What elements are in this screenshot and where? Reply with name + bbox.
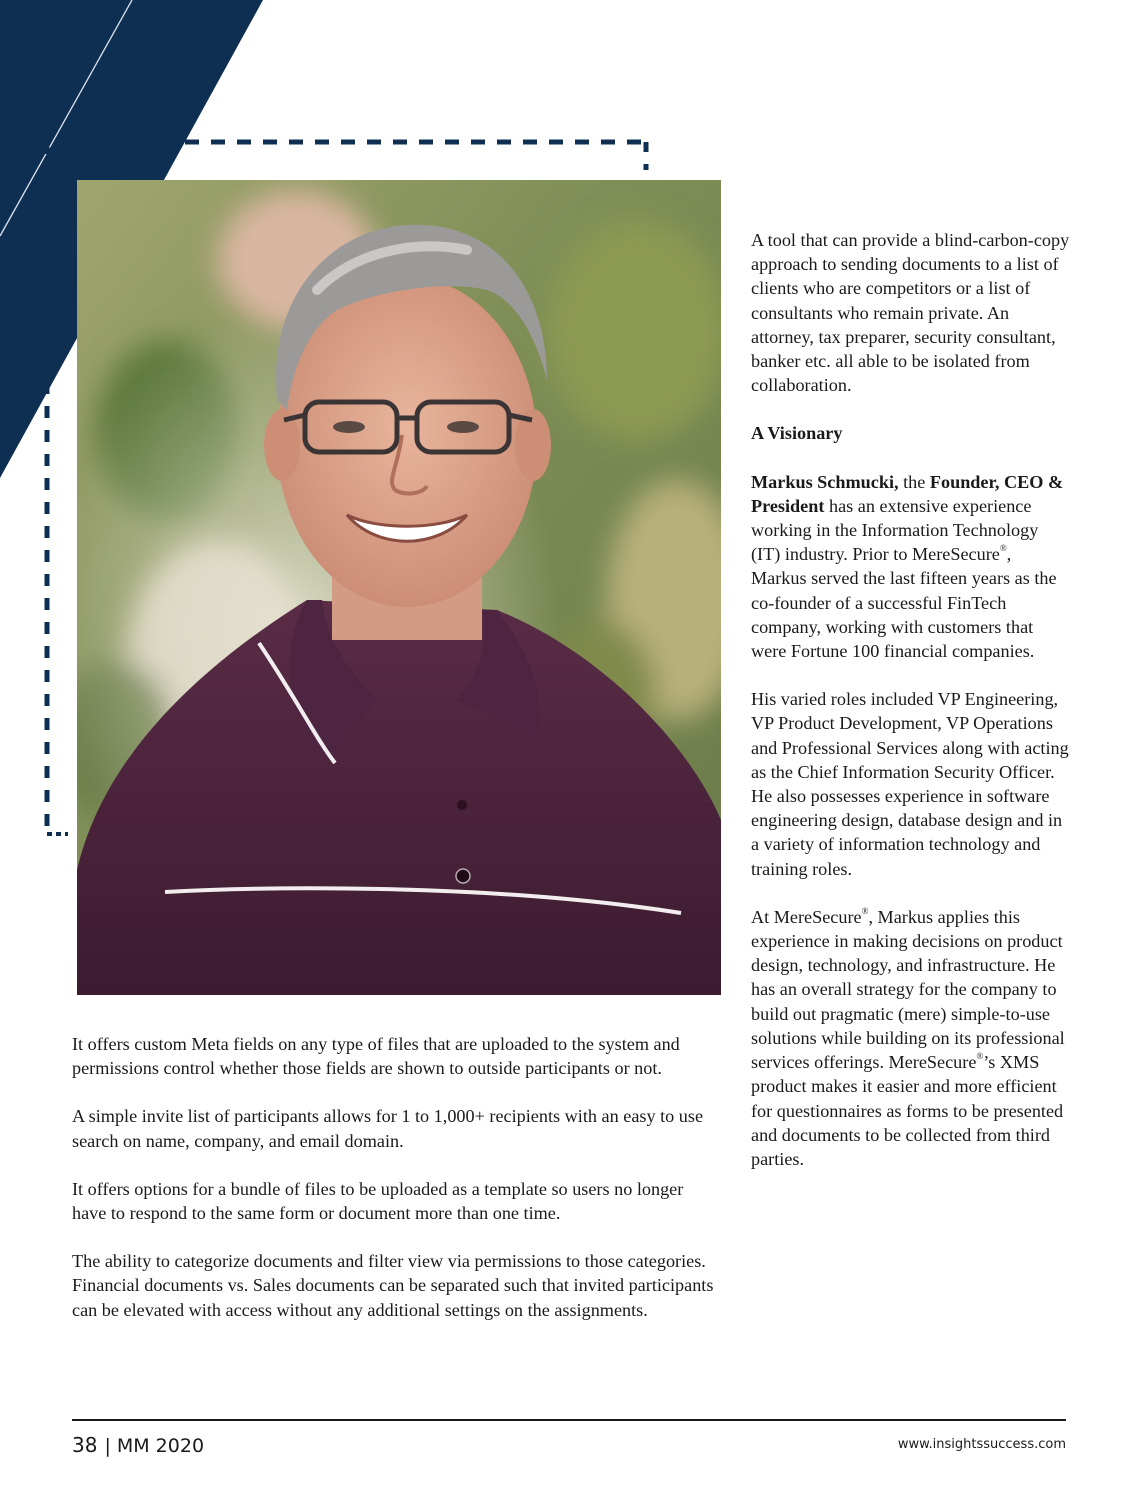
registered-mark: ®: [999, 543, 1007, 554]
portrait-photo: [77, 180, 721, 995]
bottom-text-column: [72, 1032, 722, 1346]
left-eye: [333, 421, 365, 433]
intro-paragraph: A tool that can provide a blind-carbon-copy approach to sending documents to a list of clients who are competitors or a list of consultants who remain private. An attorney, tax preparer, security consultant, banker etc. all able to be isolated from collaboration.: [751, 230, 1070, 396]
right-text-column: [751, 228, 1071, 1195]
bio-paragraph-2: His varied roles included VP Engineering, VP Product Development, VP Operations and Professional Services along with acting as the Chief Information Security Officer. He also possesses experience in software engineering design, database design and in a variety of information technology and training roles.: [751, 689, 1069, 879]
footer-divider: [72, 1419, 1066, 1421]
founder-name: Markus Schmucki,: [751, 471, 899, 492]
shirt-button-1: [457, 800, 467, 810]
right-eye: [447, 421, 479, 433]
footer-separator: |: [104, 1435, 111, 1457]
registered-mark: ®: [861, 905, 869, 916]
registered-mark: ®: [976, 1051, 984, 1062]
feature-paragraph-1: It offers custom Meta fields on any type of files that are uploaded to the system and permissions control whether those fields are shown to outside participants or not.: [72, 1034, 680, 1079]
section-heading: A Visionary: [751, 423, 843, 444]
page-number: 38: [72, 1433, 98, 1457]
issue-label: MM 2020: [116, 1435, 205, 1457]
feature-paragraph-3: It offers options for a bundle of files to be uploaded as a template so users no longer have to respond to the same form or document more than one time.: [72, 1178, 684, 1224]
website-link[interactable]: www.insightssuccess.com: [897, 1437, 1066, 1452]
feature-paragraph-4: The ability to categorize documents and filter view via permissions to those categories. Financial documents vs. Sales documents can be separated such that invited participants can be elevated with access without any additional settings on the assignments.: [72, 1251, 714, 1320]
shirt-button-2: [456, 869, 470, 883]
footer-page-info: [72, 1433, 204, 1457]
founder-title: Founder, CEO & President: [751, 471, 1064, 516]
bio-paragraph-1: Markus Schmucki, the Founder, CEO & President has an extensive experience working in the Information Technology (IT) industry. Prior to MereSecure®, Markus served the last fifteen years as the co-founder of a successful FinTech company, working with customers that were Fortune 100 financial companies.: [751, 471, 1064, 662]
feature-paragraph-2: A simple invite list of participants allows for 1 to 1,000+ recipients with an easy to use search on name, company, and email domain.: [72, 1106, 704, 1151]
bio-paragraph-3: At MereSecure®, Markus applies this experience in making decisions on product design, technology, and infrastructure. He has an overall strategy for the company to build out pragmatic (mere) simple-to-use solutions while building on its professional services offerings. MereSecure®’s XMS product makes it easier and more efficient for questionnaires as forms to be presented and documents to be collected from third parties.: [751, 905, 1065, 1169]
